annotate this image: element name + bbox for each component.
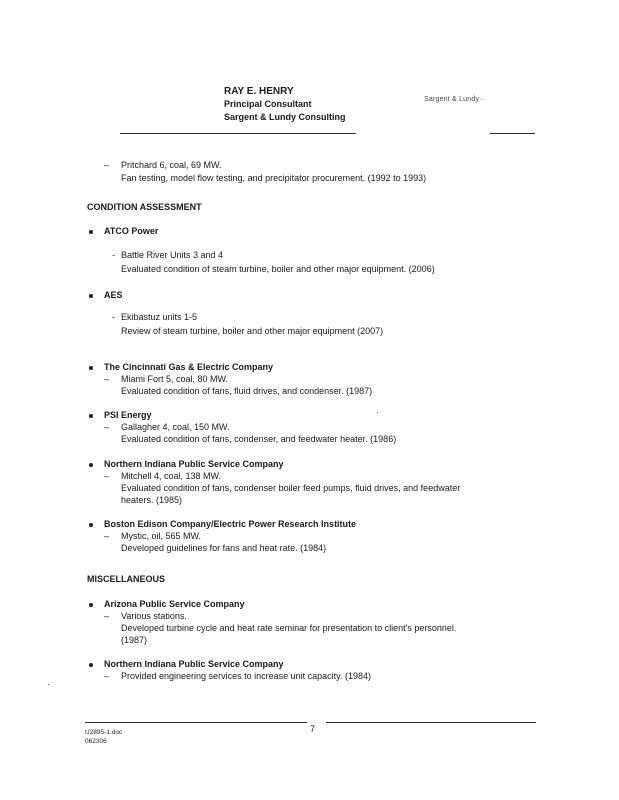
item-dash: – (104, 471, 110, 481)
item-dash: – (104, 422, 110, 432)
client-name: The Cincinnati Gas & Electric Company (104, 362, 274, 372)
client-name: PSI Energy (104, 410, 152, 420)
client-name: Boston Edison Company/Electric Power Research Institute (104, 519, 357, 529)
project-item: Mitchell 4, coal, 138 MW. (121, 471, 222, 481)
client-name: ATCO Power (104, 226, 159, 236)
project-desc: Developed guidelines for fans and heat rate. (1984) (121, 543, 327, 553)
bullet (89, 366, 93, 370)
bullet (89, 603, 93, 607)
section-heading-misc: MISCELLANEOUS (87, 574, 166, 584)
header-title: Principal Consultant (224, 99, 312, 109)
item-dash: – (104, 611, 110, 621)
client-name: Northern Indiana Public Service Company (104, 659, 284, 669)
bullet (89, 663, 93, 667)
intro-dash: – (104, 160, 110, 170)
scan-speck (48, 684, 49, 685)
header-name: RAY E. HENRY (224, 86, 294, 97)
bullet (89, 230, 93, 234)
project-item: Provided engineering services to increase unit capacity. (1984) (121, 671, 371, 681)
company-logo: Sargent & Lundy·· (424, 96, 485, 103)
intro-item: Pritchard 6, coal, 69 MW. (121, 160, 222, 170)
client-name: AES (104, 290, 123, 300)
item-dash: – (104, 531, 110, 541)
page-number: 7 (310, 724, 316, 734)
bullet (89, 463, 93, 467)
footer-rule-right (326, 722, 536, 723)
project-desc: Evaluated condition of fans, condenser boiler feed pumps, fluid drives, and feedwater (121, 483, 461, 493)
item-dash: – (104, 374, 110, 384)
project-desc: Evaluated condition of fans, condenser, and feedwater heater. (1986) (121, 434, 397, 444)
footer-file: U2895-1.doc (85, 729, 123, 736)
project-item: Ekibastuz units 1-5 (121, 312, 198, 322)
bullet (89, 523, 93, 527)
project-desc-cont: heaters. (1985) (121, 495, 183, 505)
project-item: Miami Fort 5, coal, 80 MW. (121, 374, 229, 384)
scan-speck (377, 412, 378, 413)
header-company: Sargent & Lundy Consulting (224, 112, 346, 122)
project-desc: Evaluated condition of steam turbine, boiler and other major equipment. (2006) (121, 264, 435, 274)
client-name: Arizona Public Service Company (104, 599, 245, 609)
project-desc-cont: (1987) (121, 635, 148, 645)
item-dash: – (104, 671, 110, 681)
project-item: Mystic, oil, 565 MW. (121, 531, 202, 541)
bullet (89, 414, 93, 418)
project-desc: Developed turbine cycle and heat rate seminar for presentation to client's personnel. (121, 623, 457, 633)
section-heading-condition: CONDITION ASSESSMENT (87, 202, 202, 212)
intro-desc: Fan testing, model flow testing, and precipitator procurement. (1992 to 1993) (121, 173, 427, 183)
header-rule-left (120, 133, 356, 134)
footer-date: 062306 (85, 738, 107, 745)
item-dash: - (112, 312, 115, 322)
project-desc: Review of steam turbine, boiler and other major equipment (2007) (121, 326, 384, 336)
bullet (89, 294, 93, 298)
item-dash: - (112, 250, 115, 260)
footer-rule-left (85, 722, 307, 723)
project-item: Battle River Units 3 and 4 (121, 250, 224, 260)
project-item: Various stations. (121, 611, 187, 621)
project-item: Gallagher 4, coal, 150 MW. (121, 422, 230, 432)
header-rule-right (490, 133, 535, 134)
project-desc: Evaluated condition of fans, fluid drives, and condenser. (1987) (121, 386, 373, 396)
client-name: Northern Indiana Public Service Company (104, 459, 284, 469)
